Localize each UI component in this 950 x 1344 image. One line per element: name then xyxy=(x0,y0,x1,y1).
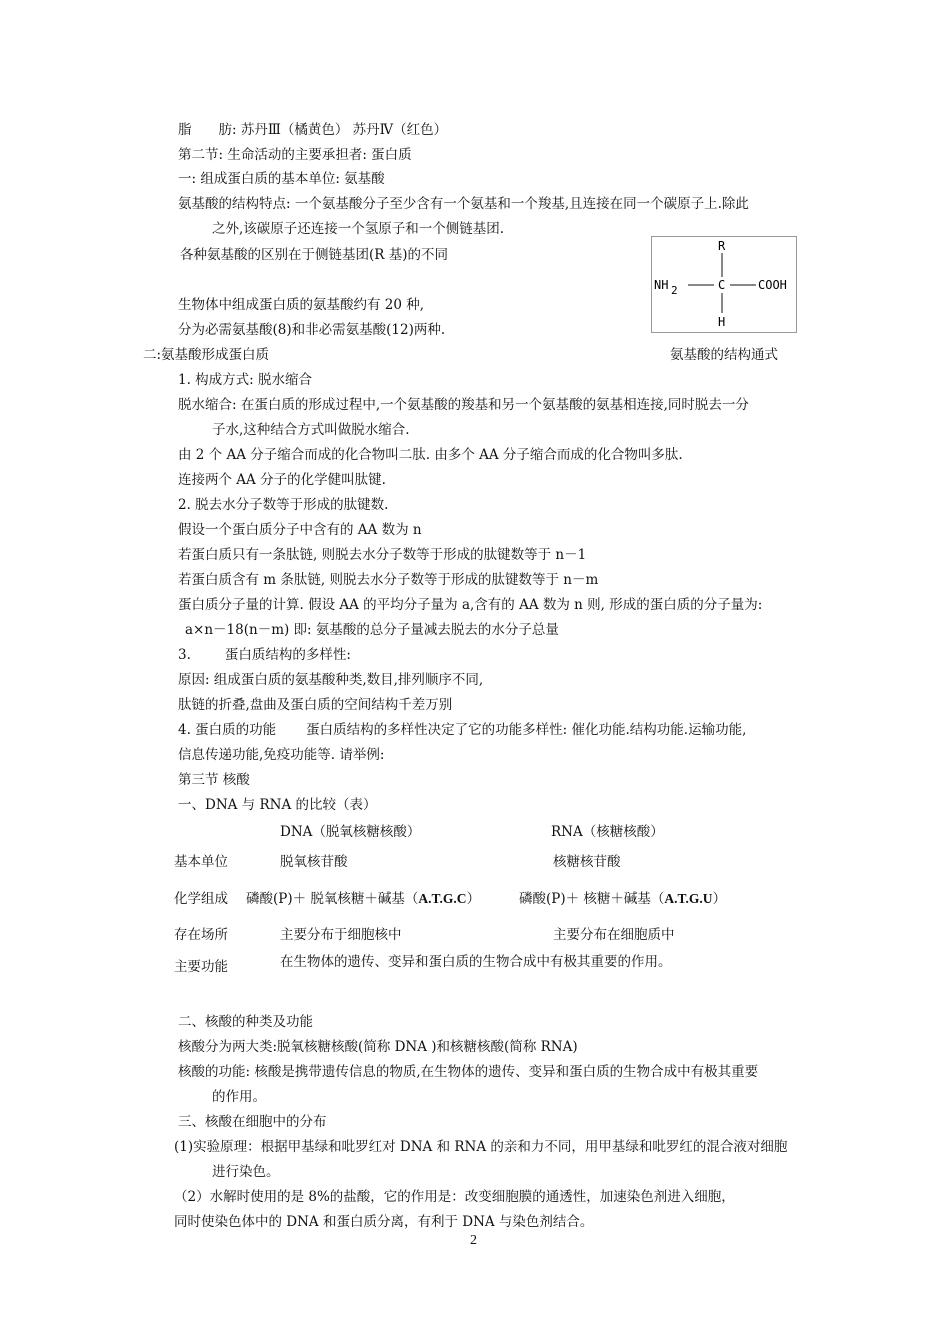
carboxyl-group-label: COOH xyxy=(758,278,787,292)
molecular-weight-formula: a×n－18(n－m) 即: 氨基酸的总分子量减去脱去的水分子总量 xyxy=(185,622,559,638)
row-label-location: 存在场所 xyxy=(174,927,228,943)
dna-composition-close: ） xyxy=(466,891,481,907)
table-header-dna: DNA（脱氧核糖核酸） xyxy=(280,824,421,840)
row-label-composition: 化学组成 xyxy=(174,891,228,907)
nucleic-acid-types-text: 核酸分为两大类:脱氧核糖核酸(简称 DNA )和核糖核酸(简称 RNA) xyxy=(178,1039,578,1055)
nucleic-acid-types-heading: 二、核酸的种类及功能 xyxy=(178,1014,313,1030)
protein-function-cont: 信息传递功能,免疫功能等. 请举例: xyxy=(178,747,385,763)
hydrolysis-text: （2）水解时使用的是 8%的盐酸，它的作用是：改变细胞膜的通透性，加速染色剂进入细胞， xyxy=(174,1189,735,1205)
diversity-heading xyxy=(178,646,351,664)
protein-function-title: 4. 蛋白质的功能 xyxy=(178,722,277,738)
hydrolysis-text-cont: 同时使染色体中的 DNA 和蛋白质分离，有利于 DNA 与染色剂结合。 xyxy=(174,1214,594,1230)
nucleic-acid-function-cont: 的作用。 xyxy=(212,1089,266,1105)
row-label-function: 主要功能 xyxy=(174,959,228,975)
nucleic-acid-function-value: 在生物体的遗传、变异和蛋白质的生物合成中有极其重要的作用。 xyxy=(280,954,672,970)
experiment-principle-cont: 进行染色。 xyxy=(212,1164,280,1180)
amino-group-subscript: 2 xyxy=(671,284,678,297)
rna-composition-close: ） xyxy=(712,891,727,907)
section-3-heading: 第三节 核酸 xyxy=(178,772,250,788)
amino-acid-structure-text: 氨基酸的结构特点: 一个氨基酸分子至少含有一个氨基和一个羧基,且连接在同一个碳原子上.除此 xyxy=(178,196,749,212)
peptide-bond-definition: 连接两个 AA 分子的化学健叫肽键. xyxy=(178,472,386,488)
row-label-basic-unit: 基本单位 xyxy=(174,854,228,870)
amino-acid-structure-diagram xyxy=(651,236,797,333)
section-2-heading: 第二节: 生命活动的主要承担者: 蛋白质 xyxy=(178,147,412,163)
amino-acid-count-text: 生物体中组成蛋白质的氨基酸约有 20 种, xyxy=(178,297,425,313)
fat-stain-line: 脂 肪: 苏丹Ⅲ（橘黄色） 苏丹Ⅳ（红色） xyxy=(178,122,448,138)
protein-function-line xyxy=(178,721,746,739)
amino-acid-structure-text-cont: 之外,该碳原子还连接一个氢原子和一个侧链基团. xyxy=(212,221,505,237)
molecular-weight-text: 蛋白质分子量的计算. 假设 AA 的平均分子量为 a,含有的 AA 数为 n 则, 形成的蛋白质的分子量为: xyxy=(178,597,763,613)
diversity-number: 3. xyxy=(178,647,191,663)
diversity-reason: 原因: 组成蛋白质的氨基酸种类,数目,排列顺序不同, xyxy=(178,672,484,688)
distribution-heading: 三、核酸在细胞中的分布 xyxy=(178,1114,327,1130)
water-loss-rule: 2. 脱去水分子数等于形成的肽键数. xyxy=(178,497,389,513)
rna-bases: A.T.G.U xyxy=(664,891,713,906)
rna-location: 主要分布在细胞质中 xyxy=(553,927,675,943)
protein-function-text: 蛋白质结构的多样性决定了它的功能多样性: 催化功能.结构功能.运输功能, xyxy=(306,722,747,738)
essential-amino-acid-text: 分为必需氨基酸(8)和非必需氨基酸(12)两种. xyxy=(178,322,446,338)
alpha-carbon-label: C xyxy=(718,278,726,292)
comparison-heading: 一、DNA 与 RNA 的比较（表） xyxy=(178,797,377,813)
experiment-principle: (1)实验原理：根据甲基绿和吡罗红对 DNA 和 RNA 的亲和力不同，用甲基绿和吡罗红的混合液对细胞 xyxy=(174,1139,788,1155)
diversity-title: 蛋白质结构的多样性: xyxy=(224,647,351,663)
rna-basic-unit: 核糖核苷酸 xyxy=(553,854,621,870)
dehydration-definition: 脱水缩合: 在蛋白质的形成过程中,一个氨基酸的羧基和另一个氨基酸的氨基相连接,同时脱去一分 xyxy=(178,397,749,413)
dehydration-definition-cont: 子水,这种结合方式叫做脱水缩合. xyxy=(212,422,410,438)
subsection-2-heading: 二:氨基酸形成蛋白质 xyxy=(143,347,270,363)
formation-method: 1. 构成方式: 脱水缩合 xyxy=(178,372,313,388)
nucleic-acid-function-text: 核酸的功能: 核酸是携带遗传信息的物质,在生物体的遗传、变异和蛋白质的生物合成中有极其重要 xyxy=(178,1064,759,1080)
single-chain-rule: 若蛋白质只有一条肽链, 则脱去水分子数等于形成的肽键数等于 n－1 xyxy=(178,547,587,563)
assumption-line: 假设一个蛋白质分子中含有的 AA 数为 n xyxy=(178,522,422,538)
subsection-1-heading: 一: 组成蛋白质的基本单位: 氨基酸 xyxy=(178,171,385,187)
diversity-reason-cont: 肽链的折叠,盘曲及蛋白质的空间结构千差万别 xyxy=(178,697,453,713)
rna-composition xyxy=(519,890,726,908)
diagram-caption: 氨基酸的结构通式 xyxy=(670,347,778,363)
hydrogen-label: H xyxy=(718,315,726,329)
table-header-rna: RNA（核糖核酸） xyxy=(551,824,664,840)
amino-acid-structure-svg xyxy=(652,237,796,332)
dna-location: 主要分布于细胞核中 xyxy=(280,927,402,943)
page-number: 2 xyxy=(470,1233,477,1248)
dna-composition-text: 磷酸(P)＋ 脱氧核糖＋碱基（ xyxy=(246,891,419,907)
dna-basic-unit: 脱氧核苷酸 xyxy=(280,854,348,870)
multi-chain-rule: 若蛋白质含有 m 条肽链, 则脱去水分子数等于形成的肽键数等于 n－m xyxy=(178,572,599,588)
rna-composition-text: 磷酸(P)＋ 核糖＋碱基（ xyxy=(519,891,665,907)
amino-group-label: NH xyxy=(654,278,669,292)
dna-composition xyxy=(246,890,480,908)
r-group-difference-text: 各种氨基酸的区别在于侧链基团(R 基)的不同 xyxy=(180,247,448,263)
r-group-label: R xyxy=(718,239,726,253)
peptide-definition: 由 2 个 AA 分子缩合而成的化合物叫二肽. 由多个 AA 分子缩合而成的化合物叫多肽. xyxy=(178,447,683,463)
dna-bases: A.T.G.C xyxy=(418,891,467,906)
